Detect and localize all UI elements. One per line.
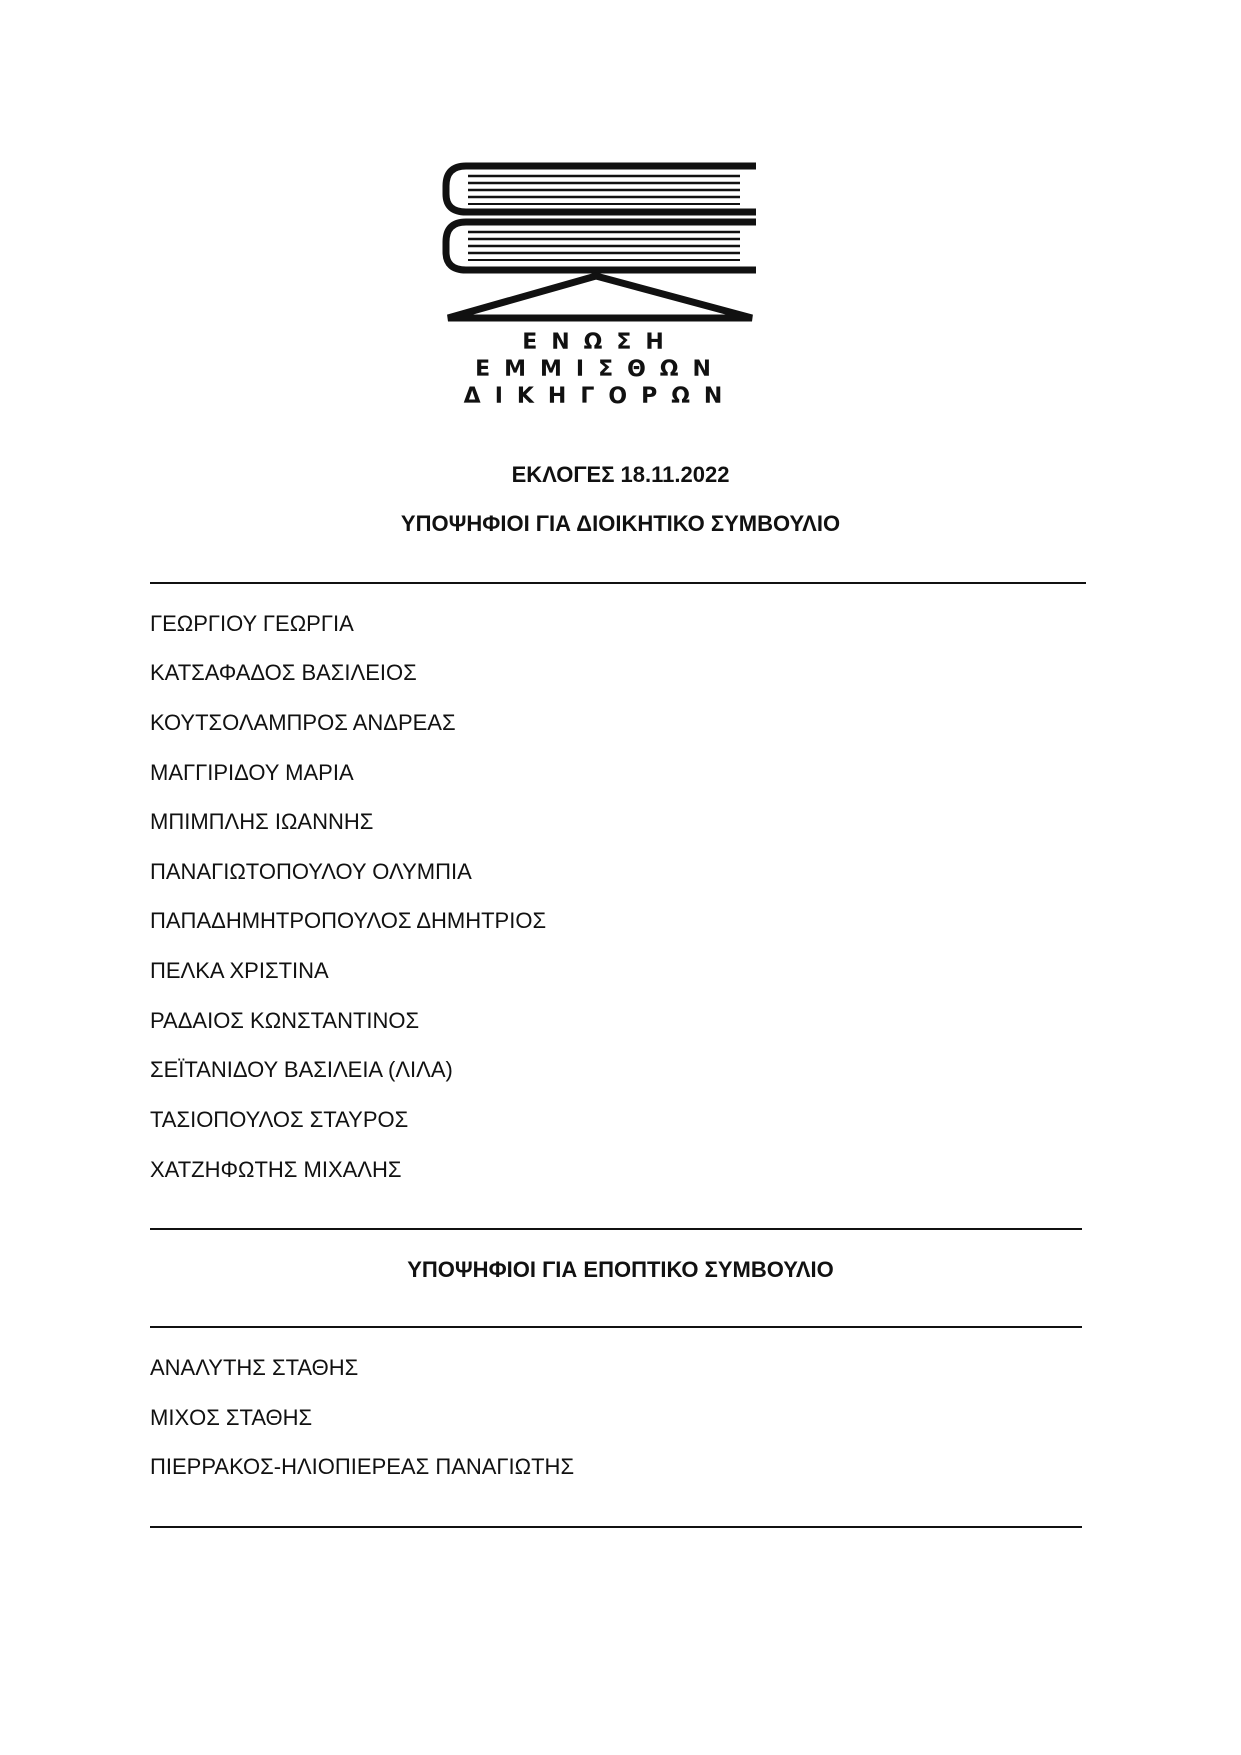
board-candidate: ΚΑΤΣΑΦΑΔΟΣ ΒΑΣΙΛΕΙΟΣ — [150, 660, 417, 685]
board-candidate: ΜΠΙΜΠΛΗΣ ΙΩΑΝΝΗΣ — [150, 809, 374, 834]
union-logo-books-roof-icon — [440, 160, 760, 330]
divider — [150, 1228, 1082, 1230]
divider — [150, 582, 1086, 584]
supervisory-candidate: ΑΝΑΛΥΤΗΣ ΣΤΑΘΗΣ — [150, 1355, 359, 1380]
supervisory-candidate: ΜΙΧΟΣ ΣΤΑΘΗΣ — [150, 1405, 313, 1430]
board-candidate: ΠΑΝΑΓΙΩΤΟΠΟΥΛΟΥ ΟΛΥΜΠΙΑ — [150, 859, 472, 884]
board-candidate: ΜΑΓΓΙΡΙΔΟΥ ΜΑΡΙΑ — [150, 760, 354, 785]
divider — [150, 1326, 1082, 1328]
logo-text-line-1: ΕΝΩΣΗ — [522, 330, 678, 355]
election-title: ΕΚΛΟΓΕΣ 18.11.2022 — [511, 462, 730, 487]
board-candidate: ΧΑΤΖΗΦΩΤΗΣ ΜΙΧΑΛΗΣ — [150, 1157, 402, 1182]
supervisory-heading: ΥΠΟΨΗΦΙΟΙ ΓΙΑ ΕΠΟΠΤΙΚΟ ΣΥΜΒΟΥΛΙΟ — [407, 1257, 834, 1282]
board-candidate: ΤΑΣΙΟΠΟΥΛΟΣ ΣΤΑΥΡΟΣ — [150, 1107, 409, 1132]
board-candidate: ΚΟΥΤΣΟΛΑΜΠΡΟΣ ΑΝΔΡΕΑΣ — [150, 710, 456, 735]
union-logo — [440, 160, 760, 409]
logo-text-line-3: ΔΙΚΗΓΟΡΩΝ — [463, 384, 737, 409]
board-heading: ΥΠΟΨΗΦΙΟΙ ΓΙΑ ΔΙΟΙΚΗΤΙΚΟ ΣΥΜΒΟΥΛΙΟ — [400, 511, 841, 536]
board-candidate: ΠΑΠΑΔΗΜΗΤΡΟΠΟΥΛΟΣ ΔΗΜΗΤΡΙΟΣ — [150, 908, 547, 933]
divider — [150, 1526, 1082, 1528]
board-candidate: ΣΕΪΤΑΝΙΔΟΥ ΒΑΣΙΛΕΙΑ (ΛΙΛΑ) — [150, 1057, 453, 1082]
board-candidate: ΠΕΛΚΑ ΧΡΙΣΤΙΝΑ — [150, 958, 329, 983]
supervisory-candidate: ΠΙΕΡΡΑΚΟΣ-ΗΛΙΟΠΙΕΡΕΑΣ ΠΑΝΑΓΙΩΤΗΣ — [150, 1454, 575, 1479]
board-candidate: ΓΕΩΡΓΙΟΥ ΓΕΩΡΓΙΑ — [150, 611, 354, 636]
board-candidate: ΡΑΔΑΙΟΣ ΚΩΝΣΤΑΝΤΙΝΟΣ — [150, 1008, 420, 1033]
logo-text-line-2: ΕΜΜΙΣΘΩΝ — [475, 357, 725, 382]
